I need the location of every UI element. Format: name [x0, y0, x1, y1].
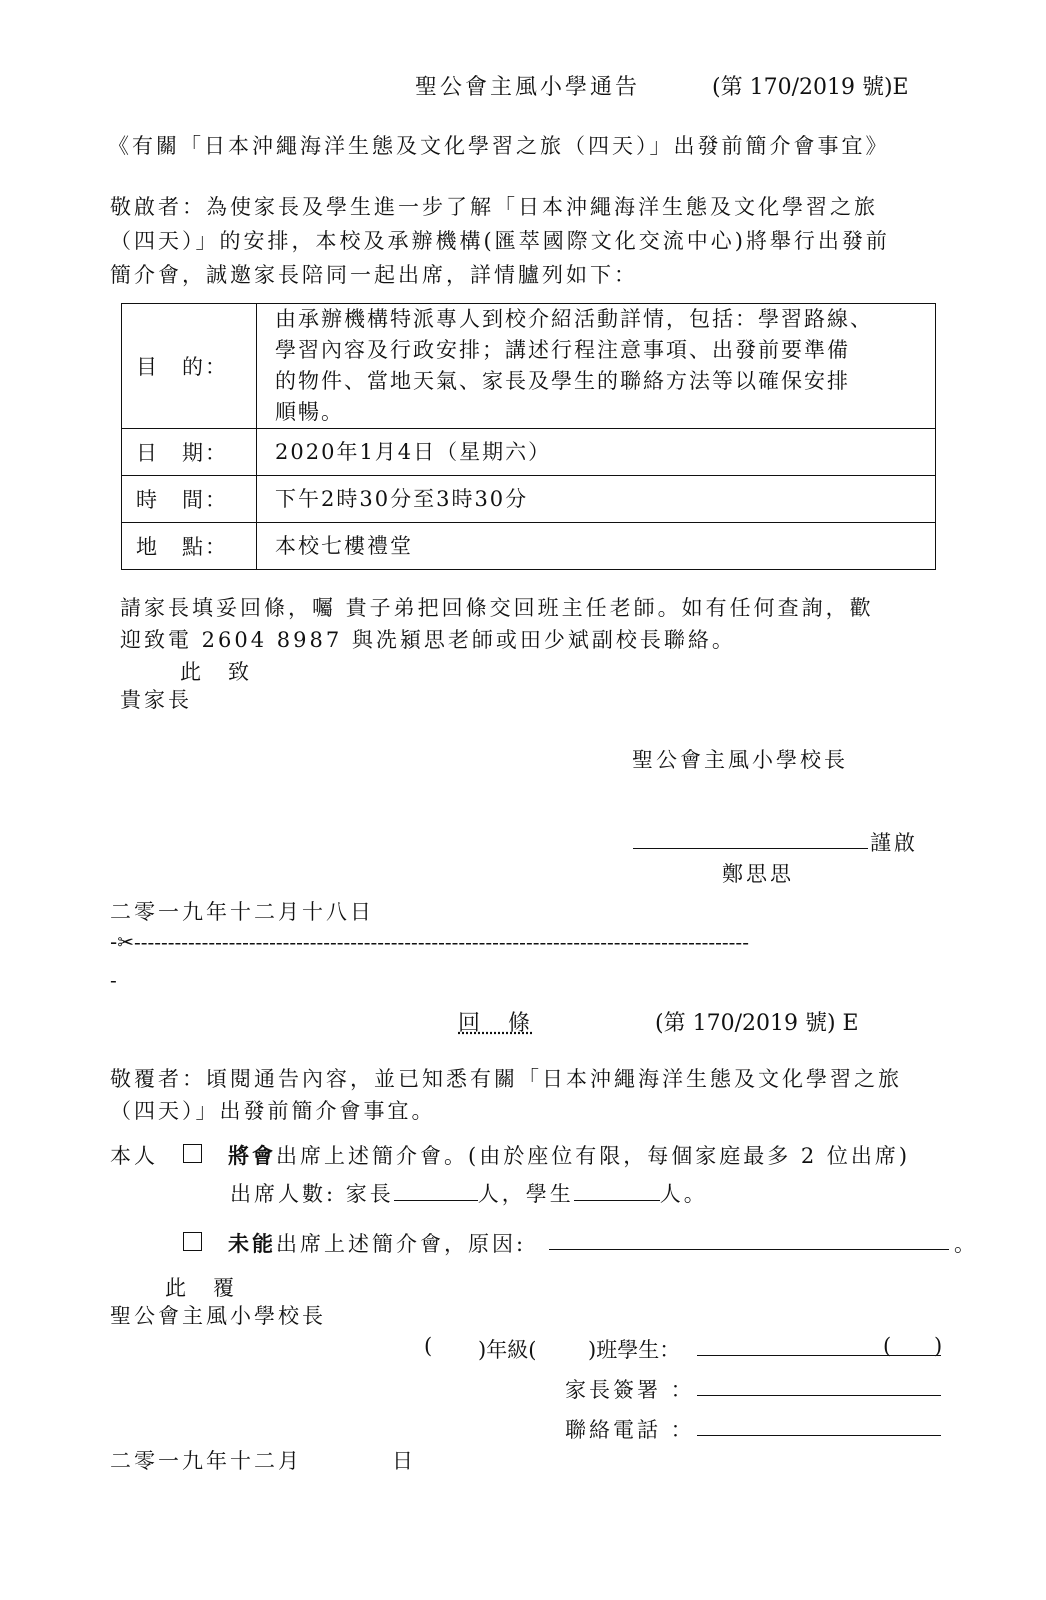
time-value: 下午2時30分至3時30分	[257, 476, 936, 523]
cut-line-tail: -	[110, 968, 117, 992]
class-number-close: )	[934, 1334, 943, 1358]
reply-line: （四天）」出發前簡介會事宜。	[110, 1099, 436, 1123]
reply-line: 敬覆者：頃閱通告內容，並已知悉有關「日本沖繩海洋生態及文化學習之旅	[110, 1067, 902, 1091]
will-attend-checkbox[interactable]	[183, 1144, 202, 1163]
reply-title: 回 條	[458, 1011, 534, 1036]
time-label: 時 間：	[122, 476, 257, 523]
sign-word: 謹啟	[870, 831, 918, 855]
intro-line: 敬啟者：為使家長及學生進一步了解「日本沖繩海洋生態及文化學習之旅	[110, 195, 878, 219]
closing-line: 請家長填妥回條，囑 貴子弟把回條交回班主任老師。如有任何查詢，歡	[120, 596, 874, 620]
attendees-suffix: 人。	[659, 1182, 708, 1206]
purpose-label: 目 的：	[122, 304, 257, 429]
purpose-line: 順暢。	[275, 400, 344, 424]
scissors-icon: -✂	[110, 930, 134, 954]
intro-line: （四天）」的安排，本校及承辦機構(匯萃國際文化交流中心)將舉行出發前	[110, 229, 890, 253]
class-open-paren: (	[424, 1334, 433, 1358]
intro-line: 簡介會，誠邀家長陪同一起出席，詳情臚列如下：	[110, 263, 638, 287]
attendees-row	[230, 1178, 708, 1208]
parent-count-field[interactable]	[394, 1180, 478, 1201]
intro-paragraph	[110, 190, 890, 292]
purpose-line: 由承辦機構特派專人到校介紹活動詳情，包括：學習路線、	[275, 307, 873, 331]
notice-number: (第 170/2019 號)E	[712, 75, 909, 100]
grade-label: )年級(	[478, 1338, 537, 1362]
cannot-attend-checkbox[interactable]	[183, 1232, 202, 1251]
will-attend-text: 出席上述簡介會。(由於座位有限，每個家庭最多 2 位出席)	[276, 1144, 911, 1168]
closing-paragraph	[120, 592, 874, 656]
parent-sign-field[interactable]	[697, 1395, 941, 1396]
purpose-line: 的物件、當地天氣、家長及學生的聯絡方法等以確保安排	[275, 369, 850, 393]
student-count-field[interactable]	[574, 1180, 660, 1201]
cannot-attend-emphasis: 未能	[228, 1231, 276, 1256]
venue-value: 本校七樓禮堂	[257, 523, 936, 570]
table-row	[122, 429, 936, 476]
notice-subject: 《有關「日本沖繩海洋生態及文化學習之旅（四天）」出發前簡介會事宜》	[108, 134, 890, 158]
table-row	[122, 476, 936, 523]
ci-zhi: 此 致	[180, 660, 252, 684]
reason-end: 。	[954, 1232, 975, 1256]
attendees-prefix: 出席人數: 家長	[230, 1182, 394, 1206]
table-row	[122, 523, 936, 570]
class-student-label: )班學生：	[588, 1338, 681, 1362]
contact-label: 聯絡電話 ：	[565, 1418, 695, 1442]
reply-number: (第 170/2019 號) E	[655, 1011, 859, 1036]
student-name-field[interactable]	[697, 1355, 941, 1356]
cannot-attend-option	[228, 1228, 526, 1258]
signature-line	[633, 848, 868, 849]
will-attend-emphasis: 將會	[228, 1143, 276, 1168]
sender-title: 聖公會主風小學校長	[632, 748, 848, 772]
cannot-attend-text: 出席上述簡介會，原因:	[276, 1232, 527, 1256]
date-value: 2020年1月4日（星期六）	[257, 429, 936, 476]
reply-date-day: 日	[392, 1449, 413, 1473]
table-row	[122, 304, 936, 429]
notice-date: 二零一九年十二月十八日	[110, 900, 374, 924]
school-title: 聖公會主風小學通告	[415, 75, 641, 100]
class-number-open: (	[883, 1334, 892, 1358]
purpose-line: 學習內容及行政安排；講述行程注意事項、出發前要準備	[275, 338, 850, 362]
date-label: 日 期：	[122, 429, 257, 476]
venue-label: 地 點：	[122, 523, 257, 570]
closing-line: 迎致電 2604 8987 與冼潁思老師或田少斌副校長聯絡。	[120, 628, 736, 652]
purpose-value	[257, 304, 936, 429]
recipient: 貴家長	[120, 688, 192, 712]
reply-to: 聖公會主風小學校長	[110, 1304, 326, 1328]
dashed-line: -------------------------------------------------------------------------------------------	[133, 930, 749, 954]
will-attend-option	[228, 1140, 910, 1170]
reply-paragraph	[110, 1063, 902, 1127]
contact-field[interactable]	[697, 1435, 941, 1436]
attendees-mid: 人，學生	[477, 1182, 574, 1206]
reply-date-prefix: 二零一九年十二月	[110, 1449, 302, 1473]
details-table	[121, 303, 936, 570]
cut-line	[110, 930, 749, 954]
ci-fu: 此 覆	[165, 1276, 237, 1300]
parent-sign-label: 家長簽署 ：	[565, 1378, 695, 1402]
self-label: 本人	[110, 1144, 158, 1168]
sender-name: 鄭思思	[722, 862, 794, 886]
reason-field[interactable]	[549, 1249, 949, 1250]
